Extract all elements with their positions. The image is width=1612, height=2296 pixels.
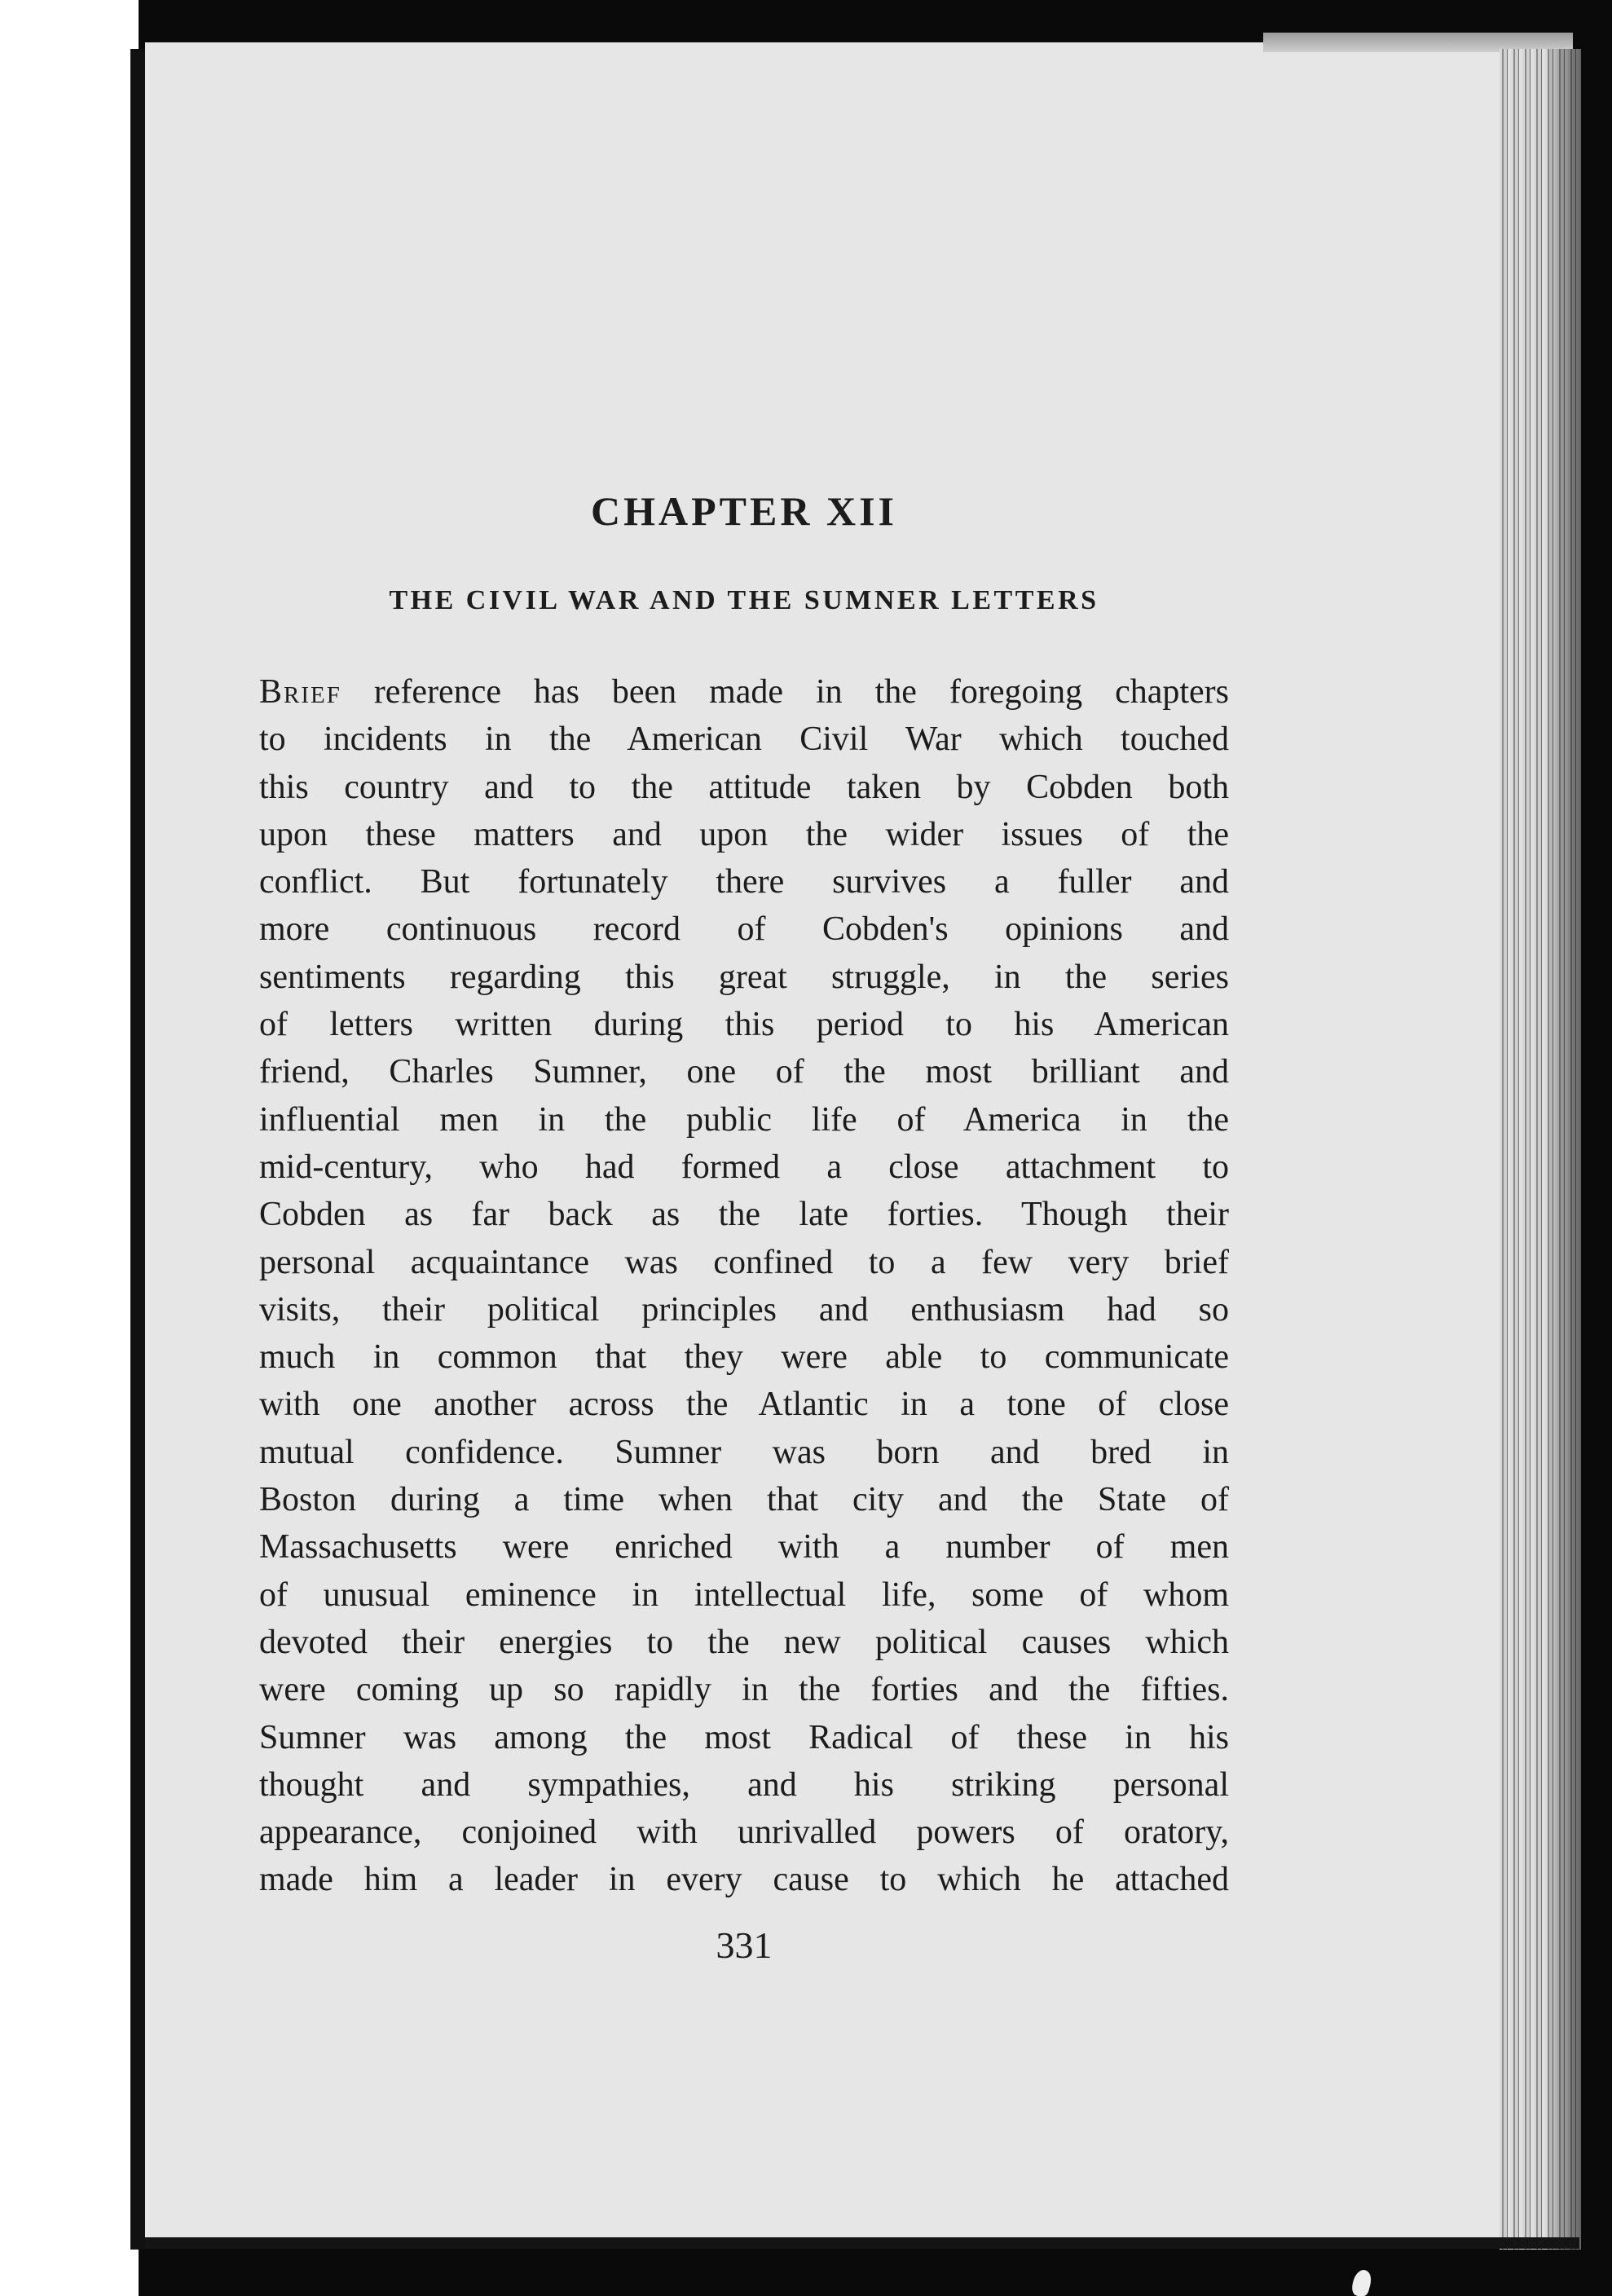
body-text [259,668,1229,1904]
page-bottom-shadow [145,2237,1579,2249]
text-line: appearance, conjoined with unrivalled powers of oratory, [259,1813,1229,1852]
text-line: mid-century, who had formed a close attachment to [259,1148,1229,1186]
text-line: conflict. But fortunately there survives a fuller and [259,863,1229,901]
text-line: devoted their energies to the new political causes which [259,1623,1229,1661]
facing-page-margin [0,0,139,2296]
text-line: friend, Charles Sumner, one of the most brilliant and [259,1053,1229,1091]
page-number: 331 [716,1924,773,1966]
book-gutter [130,49,145,2250]
text-line: Boston during a time when that city and the State of [259,1481,1229,1519]
text-line: of unusual eminence in intellectual life, some of whom [259,1575,1229,1614]
text-line: much in common that they were able to communicate [259,1338,1229,1377]
text-line: Cobden as far back as the late forties. Though their [259,1196,1229,1234]
chapter-subtitle: THE CIVIL WAR AND THE SUMNER LETTERS [389,585,1099,615]
text-line: with one another across the Atlantic in a tone of close [259,1386,1229,1424]
text-line: mutual confidence. Sumner was born and bred in [259,1433,1229,1471]
text-line: visits, their political principles and enthusiasm had so [259,1290,1229,1329]
text-line: influential men in the public life of America in the [259,1100,1229,1139]
text-line: made him a leader in every cause to which he attached [259,1861,1229,1899]
text-line: personal acquaintance was confined to a few very brief [259,1243,1229,1281]
chapter-heading: CHAPTER XII [591,488,897,534]
text-line: of letters written during this period to his American [259,1006,1229,1044]
text-line: to incidents in the American Civil War which touched [259,721,1229,759]
first-line-text: reference has been made in the foregoing chapters [373,673,1230,711]
page-stack-shadow [1548,49,1581,2250]
text-line: were coming up so rapidly in the forties and the fifties. [259,1671,1229,1709]
text-line: upon these matters and upon the wider issues of the [259,815,1229,853]
text-line-1 [259,668,1229,716]
text-line: Massachusetts were enriched with a number of men [259,1528,1229,1567]
text-line: more continuous record of Cobden's opinions and [259,910,1229,949]
text-line: thought and sympathies, and his striking personal [259,1765,1229,1804]
opening-word: Brief [259,673,341,711]
text-line: this country and to the attitude taken by Cobden both [259,768,1229,806]
text-line: Sumner was among the most Radical of these in his [259,1718,1229,1756]
text-line: sentiments regarding this great struggle, in the series [259,958,1229,996]
